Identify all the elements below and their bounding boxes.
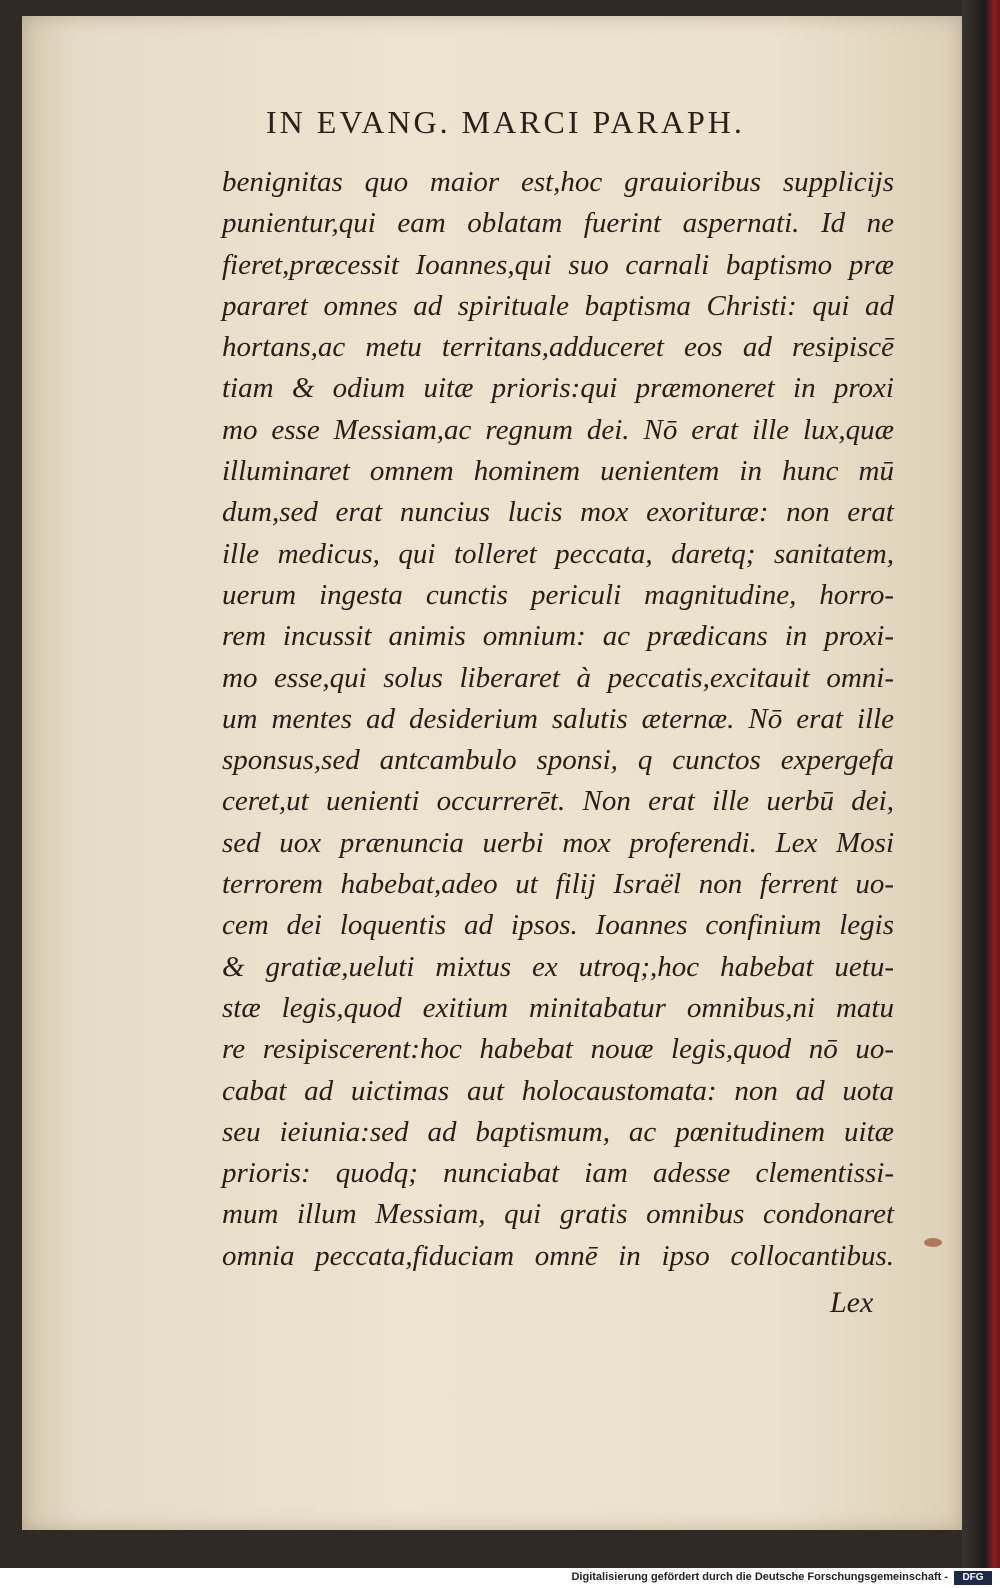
text-line: re resipiscerent:hoc habebat nouæ legis,quod nō uo- bbox=[222, 1033, 894, 1066]
text-line: punientur,qui eam oblatam fuerint aspernati. Id ne bbox=[222, 207, 894, 240]
text-line: uerum ingesta cunctis periculi magnitudine, horro- bbox=[222, 578, 894, 611]
text-line: tiam & odium uitæ prioris:qui præmoneret in proxi bbox=[222, 372, 894, 405]
text-line: prioris: quodq; nunciabat iam adesse clementissi- bbox=[222, 1157, 894, 1190]
text-line: um mentes ad desiderium salutis æternæ. Nō erat ille bbox=[222, 702, 894, 735]
text-line: seu ieiunia:sed ad baptismum, ac pœnitudinem uitæ bbox=[222, 1115, 894, 1148]
text-line: ceret,ut uenienti occurrerēt. Non erat ille uerbū dei, bbox=[222, 785, 894, 818]
text-line: ille medicus, qui tolleret peccata, daretq; sanitatem, bbox=[222, 537, 894, 570]
text-line: stæ legis,quod exitium minitabatur omnibus,ni matu bbox=[222, 991, 894, 1024]
text-line: terrorem habebat,adeo ut filij Israël non ferrent uo- bbox=[222, 868, 894, 901]
body-text bbox=[222, 162, 894, 1277]
text-line: illuminaret omnem hominem uenientem in hunc mū bbox=[222, 455, 894, 488]
text-line: rem incussit animis omnium: ac prædicans in proxi- bbox=[222, 620, 894, 653]
text-line: omnia peccata,fiduciam omnē in ipso collocantibus. bbox=[222, 1239, 894, 1272]
text-line: & gratiæ,ueluti mixtus ex utroq;,hoc habebat uetu- bbox=[222, 950, 894, 983]
text-line: fieret,præcessit Ioannes,qui suo carnali baptismo præ bbox=[222, 248, 894, 281]
text-line: benignitas quo maior est,hoc grauioribus supplicijs bbox=[222, 166, 894, 198]
funding-credit: Digitalisierung gefördert durch die Deutsche Forschungsgemeinschaft - bbox=[571, 1571, 948, 1583]
text-line: sed uox prænuncia uerbi mox proferendi. Lex Mosi bbox=[222, 826, 894, 859]
text-line: dum,sed erat nuncius lucis mox exorituræ: non erat bbox=[222, 496, 894, 529]
text-line: mo esse Messiam,ac regnum dei. Nō erat ille lux,quæ bbox=[222, 413, 894, 446]
ink-stain bbox=[924, 1238, 942, 1247]
text-line: cem dei loquentis ad ipsos. Ioannes confinium legis bbox=[222, 909, 894, 942]
text-line: mo esse,qui solus liberaret à peccatis,excitauit omni- bbox=[222, 661, 894, 694]
text-line: cabat ad uictimas aut holocaustomata: non ad uota bbox=[222, 1074, 894, 1107]
text-line: hortans,ac metu territans,adduceret eos ad resipiscē bbox=[222, 331, 894, 364]
running-head: IN EVANG. MARCI PARAPH. bbox=[266, 104, 745, 140]
book-spine-edge bbox=[962, 0, 1000, 1568]
text-line: sponsus,sed antcambulo sponsi, q cunctos expergefa bbox=[222, 744, 894, 777]
footer-bar bbox=[0, 1568, 1000, 1588]
dfg-logo-icon: DFG bbox=[954, 1571, 992, 1585]
catchword: Lex bbox=[830, 1286, 874, 1319]
text-line: mum illum Messiam, qui gratis omnibus condonaret bbox=[222, 1198, 894, 1231]
text-line: pararet omnes ad spirituale baptisma Christi: qui ad bbox=[222, 289, 894, 322]
